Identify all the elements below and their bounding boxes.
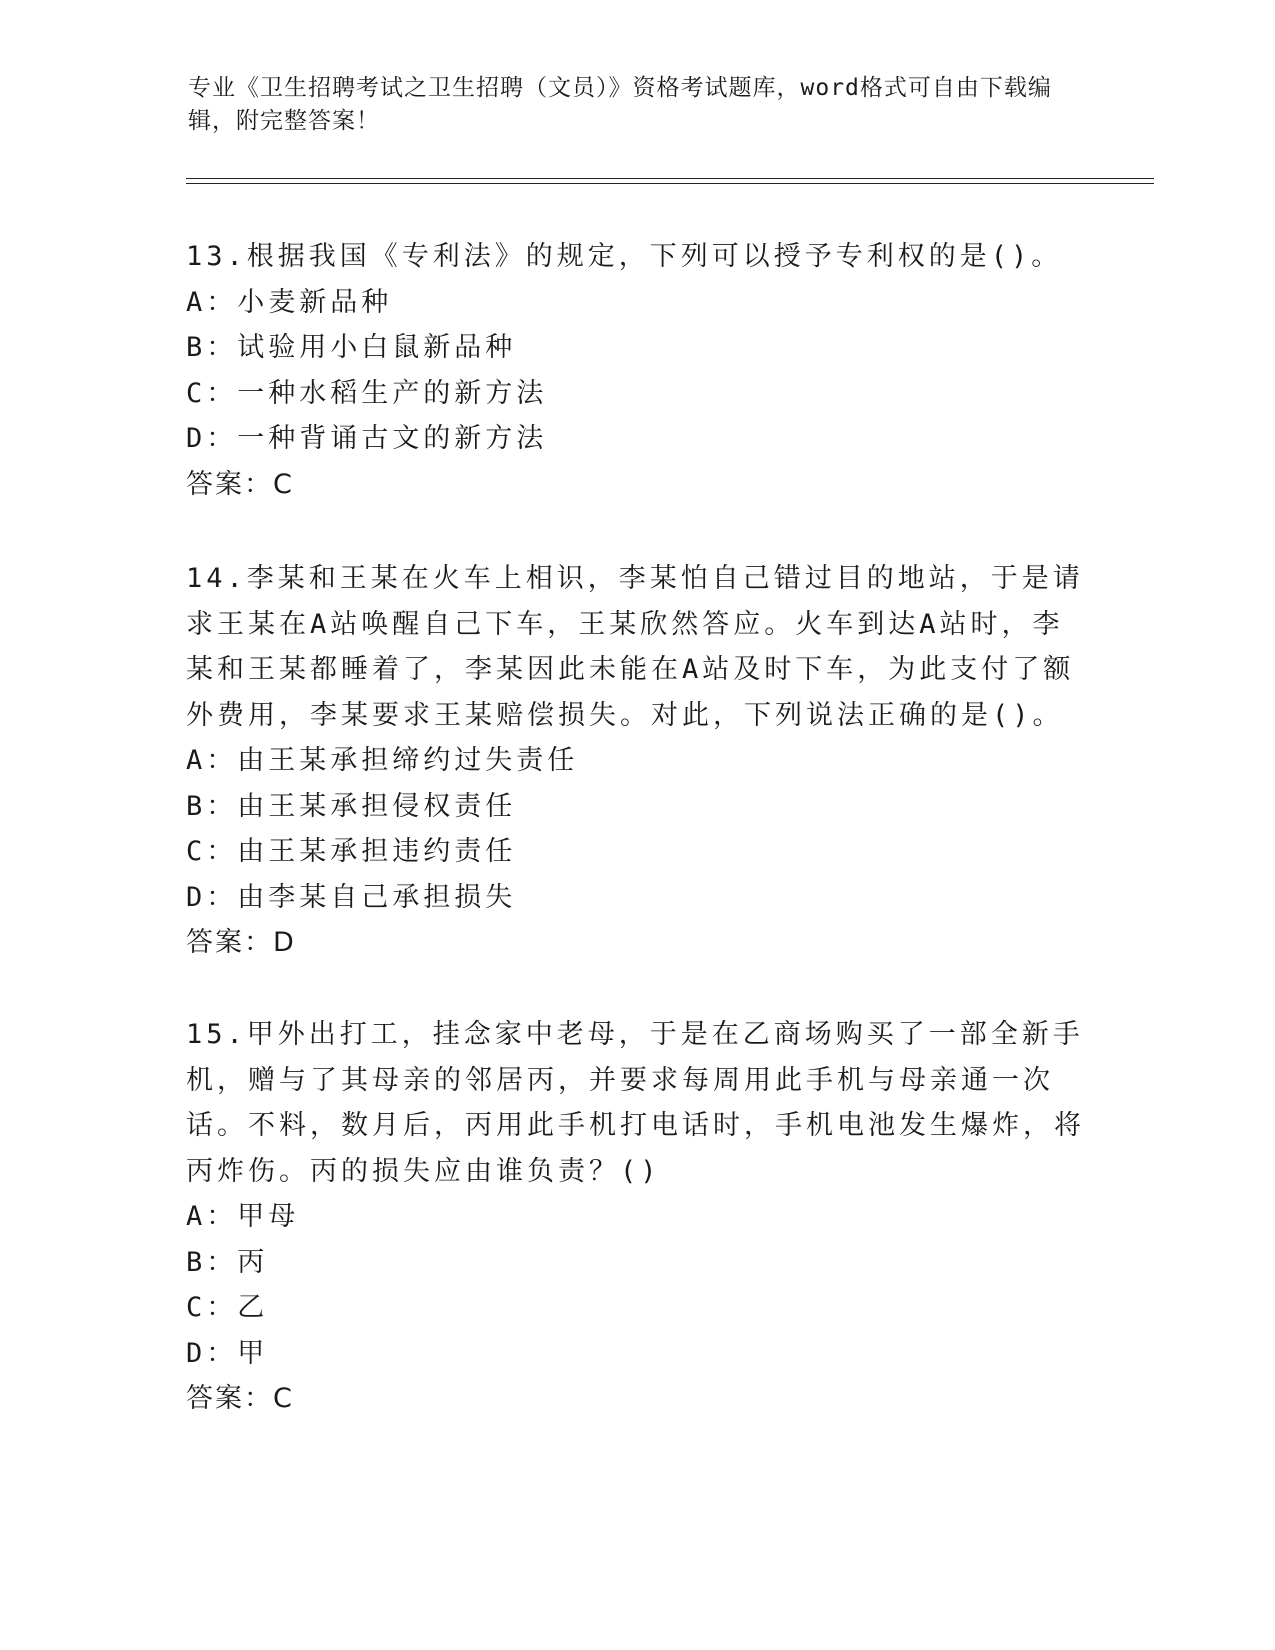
- question-stem: 15.甲外出打工，挂念家中老母，于是在乙商场购买了一部全新手机，赠与了其母亲的邻居丙，并要求每周用此手机与母亲通一次话。不料，数月后，丙用此手机打电话时，手机电池发生爆炸，将丙炸伤。丙的损失应由谁负责？(): [186, 1019, 1085, 1187]
- option-a: A：由王某承担缔约过失责任: [186, 745, 579, 776]
- answer: 答案：D: [186, 927, 296, 958]
- option-d: D：一种背诵古文的新方法: [186, 423, 548, 454]
- option-c: C：乙: [186, 1292, 269, 1323]
- question-15: [186, 1012, 1086, 1422]
- option-c: C：一种水稻生产的新方法: [186, 377, 548, 409]
- header-divider-bottom: [186, 183, 1154, 184]
- answer: 答案：C: [186, 468, 294, 500]
- option-b: B：由王某承担侵权责任: [186, 790, 517, 822]
- header-divider-top: [186, 178, 1154, 179]
- option-c: C：由王某承担违约责任: [186, 836, 517, 867]
- option-b: B：丙: [186, 1246, 269, 1278]
- option-d: D：甲: [186, 1337, 269, 1369]
- option-d: D：由李某自己承担损失: [186, 881, 517, 913]
- document-header: 专业《卫生招聘考试之卫生招聘（文员）》资格考试题库，word格式可自由下载编辑，附完整答案！: [188, 75, 1052, 134]
- question-stem: 13.根据我国《专利法》的规定，下列可以授予专利权的是()。: [186, 241, 1063, 272]
- question-13: [186, 234, 1086, 507]
- option-a: A：小麦新品种: [186, 286, 393, 318]
- question-stem: 14.李某和王某在火车上相识，李某怕自己错过目的地站，于是请求王某在A站唤醒自己下车，王某欣然答应。火车到达A站时，李某和王某都睡着了，李某因此未能在A站及时下车，为此支付了额外费用，李某要求王某赔偿损失。对此，下列说法正确的是()。: [186, 563, 1084, 731]
- option-b: B：试验用小白鼠新品种: [186, 332, 517, 363]
- option-a: A：甲母: [186, 1201, 300, 1232]
- answer: 答案：C: [186, 1383, 294, 1414]
- question-14: [186, 556, 1086, 966]
